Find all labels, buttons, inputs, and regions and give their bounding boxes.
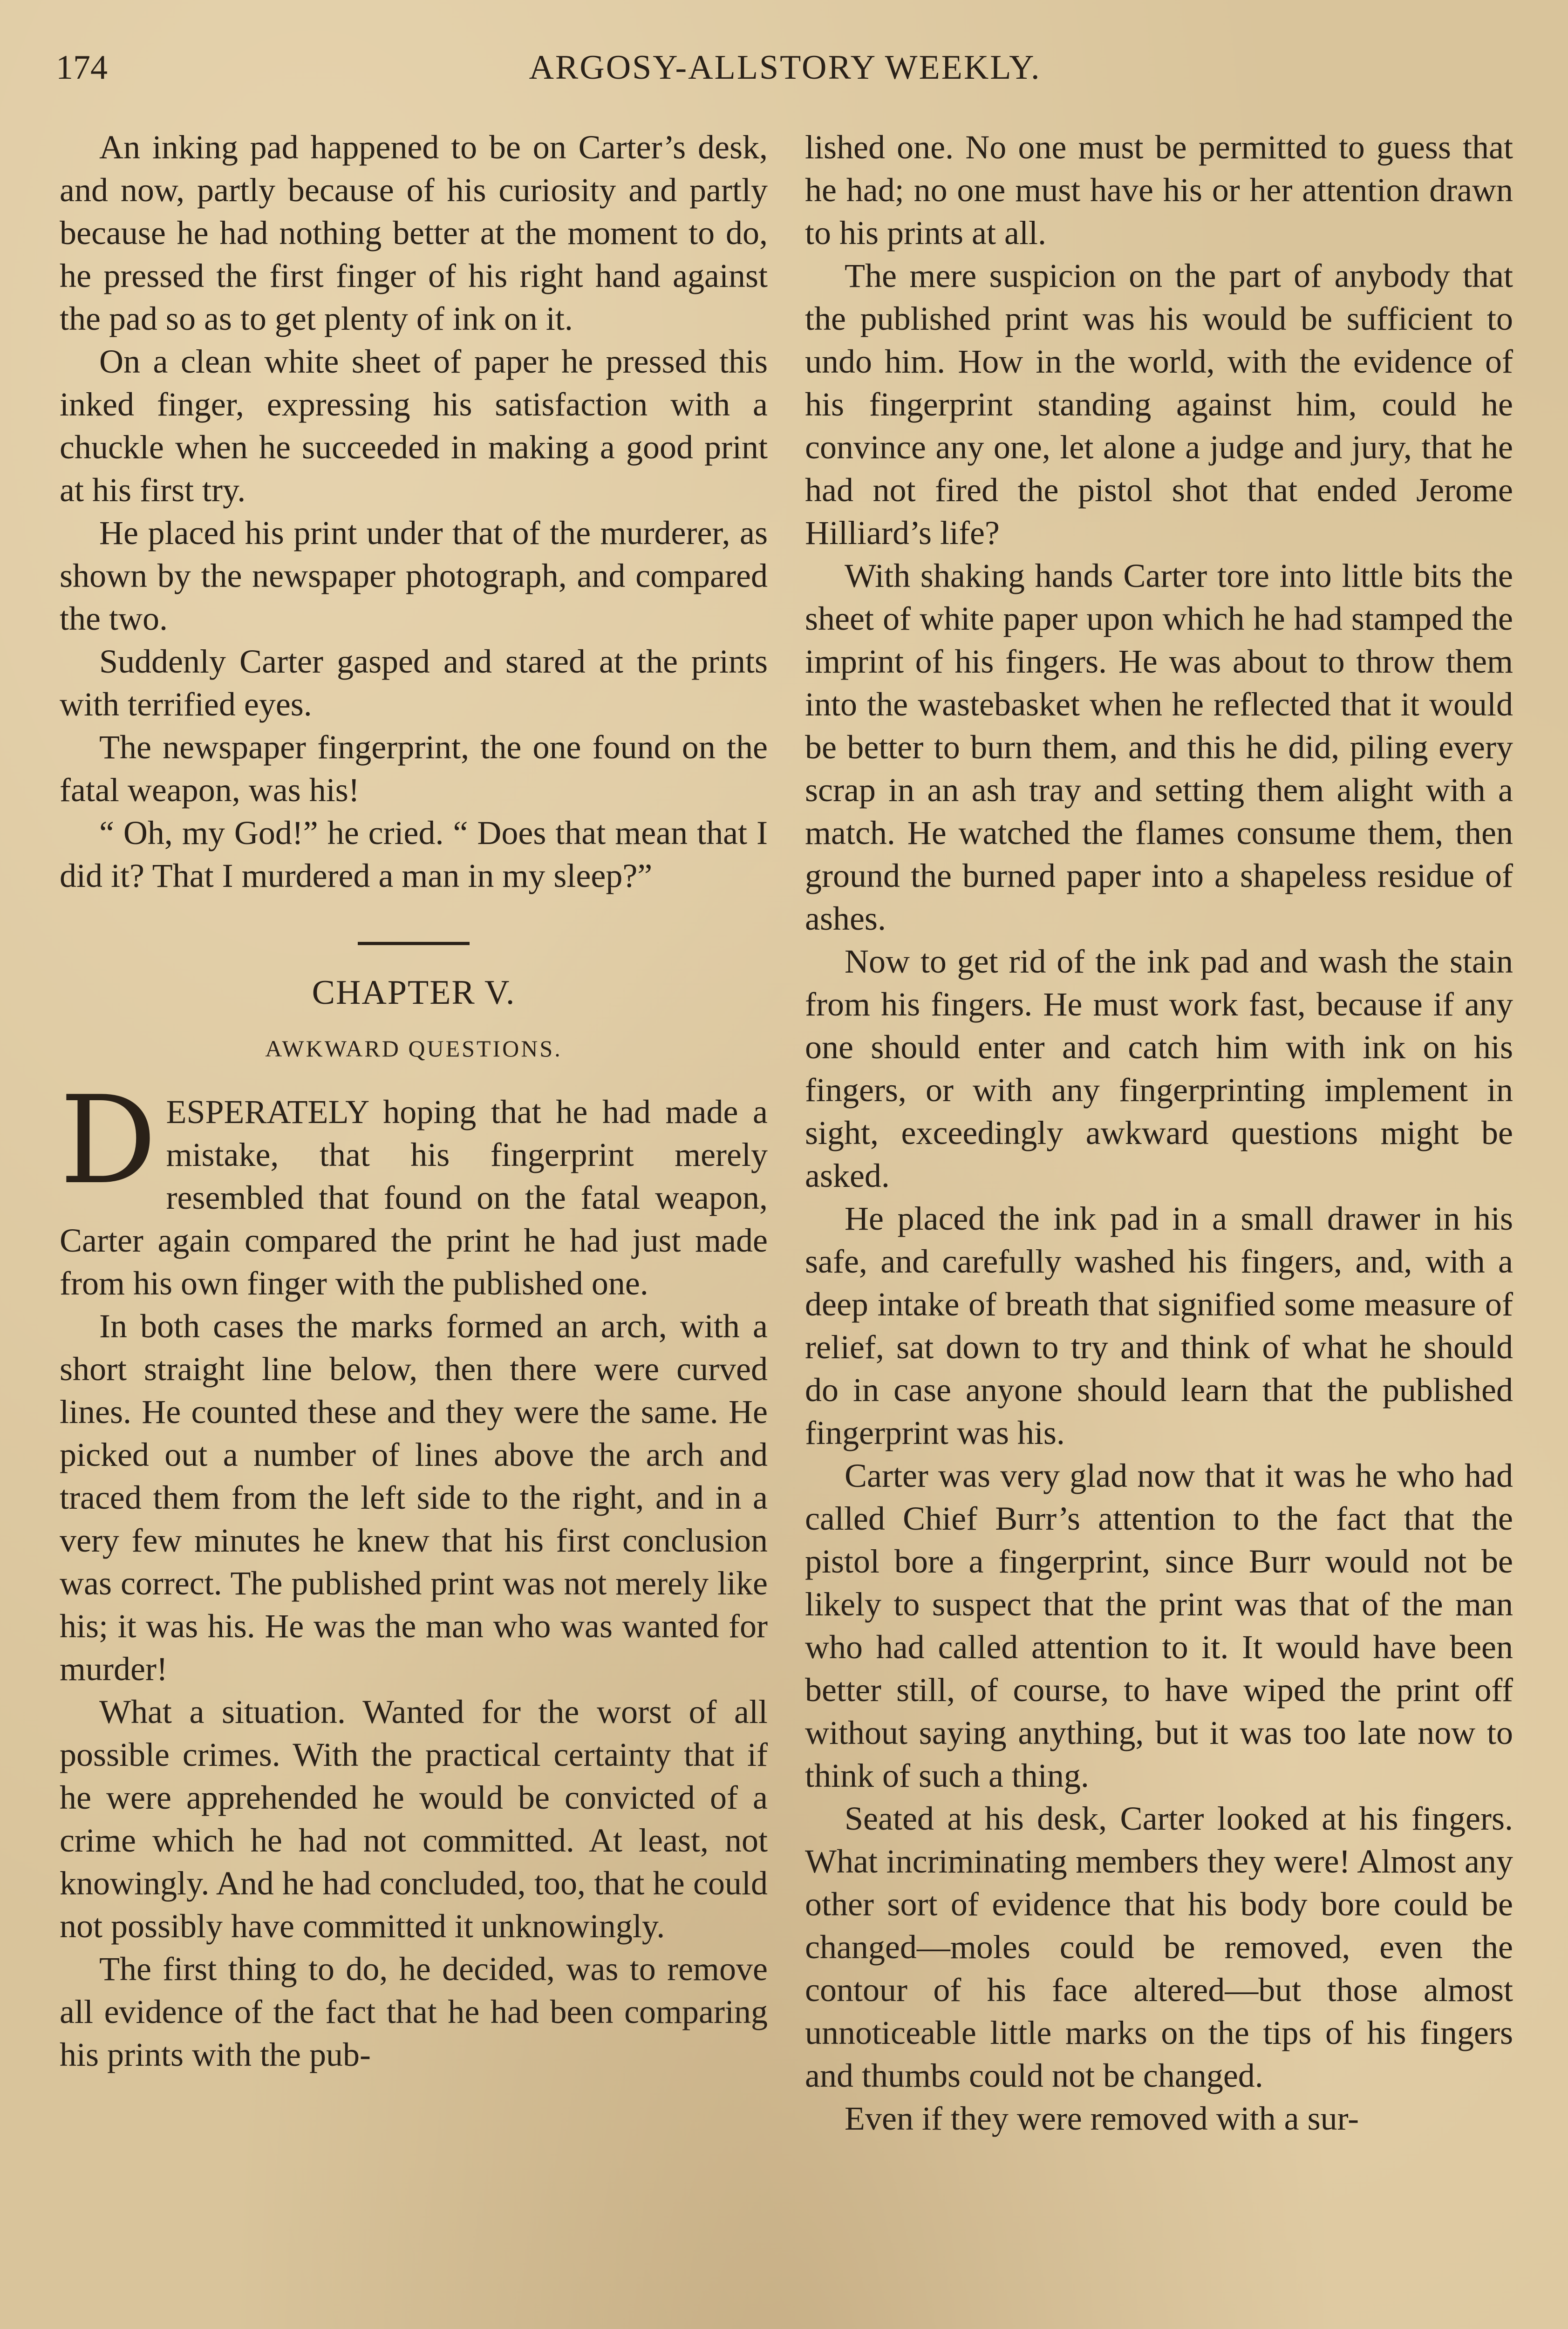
- running-header: [56, 42, 1514, 93]
- paragraph: Seated at his desk, Carter looked at his fingers. What incriminating members they were! Almost any other sort of evidence that his body bore could be changed—moles could be removed, even the contour of his face altered—but those almost unnoticeable little marks on the tips of his fingers and thumbs could not be changed.: [805, 1800, 1513, 2094]
- paragraph: With shaking hands Carter tore into little bits the sheet of white paper upon which he had stamped the imprint of his fingers. He was about to throw them into the wastebasket when he reflected that it would be better to burn them, and this he did, piling every scrap in an ash tray and setting them alight with a match. He watched the flames consume them, then ground the burned paper into a shapeless residue of ashes.: [805, 557, 1513, 937]
- opening-paragraph-text: ESPERATELY hoping that he had made a mistake, that his fingerprint merely resembled that found on the fatal weapon, Carter again compared the print he had just made from his own finger with the published one.: [60, 1093, 768, 1302]
- section-divider: [358, 942, 470, 945]
- paragraph: lished one. No one must be permitted to guess that he had; no one must have his or her attention drawn to his prints at all.: [805, 129, 1513, 252]
- chapter-subtitle: AWKWARD QUESTIONS.: [265, 1035, 562, 1062]
- paragraph: The first thing to do, he decided, was to remove all evidence of the fact that he had been comparing his prints with the pub-: [60, 1950, 768, 2073]
- right-column: [805, 126, 1513, 2329]
- page-number: 174: [56, 48, 108, 87]
- paragraph: The mere suspicion on the part of anybody that the published print was his would be sufficient to undo him. How in the world, with the evidence of his fingerprint standing against him, could he convince any one, let alone a judge and jury, that he had not fired the pistol shot that ended Jerome Hilliard’s life?: [805, 257, 1513, 552]
- opening-paragraph: [60, 1070, 768, 1305]
- paragraph: An inking pad happened to be on Carter’s desk, and now, partly because of his curiosity and partly because he had nothing better at the moment to do, he pressed the first finger of his right hand against the pad so as to get plenty of ink on it.: [60, 129, 768, 337]
- paragraph: On a clean white sheet of paper he pressed this inked finger, expressing his satisfaction with a chuckle when he succeeded in making a good print at his first try.: [60, 343, 768, 509]
- paragraph: The newspaper fingerprint, the one found on the fatal weapon, was his!: [60, 729, 768, 809]
- paragraph: What a situation. Wanted for the worst of all possible crimes. With the practical certainty that if he were apprehended he would be convicted of a crime which he had not committed. At least, not knowingly. And he had concluded, too, that he could not possibly have committed it unknowingly.: [60, 1693, 768, 1945]
- running-title: ARGOSY-ALLSTORY WEEKLY.: [529, 48, 1041, 87]
- paragraph: He placed his print under that of the murderer, as shown by the newspaper photograph, and compared the two.: [60, 514, 768, 637]
- paragraph: Even if they were removed with a sur-: [845, 2100, 1359, 2137]
- paragraph: He placed the ink pad in a small drawer in his safe, and carefully washed his fingers, and, with a deep intake of breath that signified some measure of relief, sat down to try and think of what he should do in case anyone should learn that the published fingerprint was his.: [805, 1200, 1513, 1451]
- paragraph: In both cases the marks formed an arch, with a short straight line below, then there were curved lines. He counted these and they were the same. He picked out a number of lines above the arch and traced them from the left side to the right, and in a very few minutes he knew that his first conclusion was correct. The published print was not merely like his; it was his. He was the man who was wanted for murder!: [60, 1308, 768, 1688]
- paragraph: Now to get rid of the ink pad and wash the stain from his fingers. He must work fast, because if any one should enter and catch him with ink on his fingers, or with any fingerprinting implement in sight, exceedingly awkward questions might be asked.: [805, 943, 1513, 1194]
- paragraph: Suddenly Carter gasped and stared at the prints with terrified eyes.: [60, 643, 768, 723]
- chapter-title: CHAPTER V.: [312, 974, 516, 1012]
- drop-cap: D: [60, 1070, 157, 1211]
- paragraph: Carter was very glad now that it was he who had called Chief Burr’s attention to the fact that the pistol bore a fingerprint, since Burr would not be likely to suspect that the print was that of the man who had called attention to it. It would have been better still, of course, to have wiped the print off without saying anything, but it was too late now to think of such a thing.: [805, 1457, 1513, 1794]
- left-column: [60, 126, 768, 2329]
- paragraph: “ Oh, my God!” he cried. “ Does that mean that I did it? That I murdered a man in my sleep?”: [60, 814, 768, 894]
